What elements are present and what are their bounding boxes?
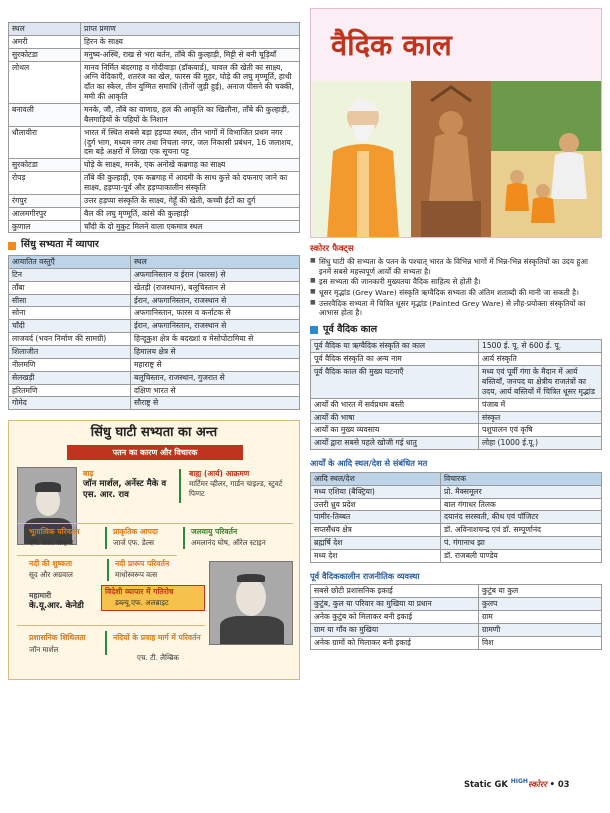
geo-label: भूतात्विक परिवर्तन: [29, 527, 80, 537]
table-row: [9, 220, 300, 233]
table-cell: रंगपुर: [9, 194, 81, 207]
table-cell: घोड़े के साक्ष्य, मनके, एक अनोखे कब्रगाह का साक्ष्य: [81, 159, 300, 172]
table-row: [311, 424, 602, 437]
divider: [105, 527, 107, 549]
table-cell: भारत में स्थित सबसे बड़ा हड़प्पा स्थल, तीन भागों में विभाजित प्रथम नगर (दुर्ग भाग, मध्यम नगर तथा निचला नगर, जल निकासी प्रबंधन, 16 जलाशय, दस बड़े अक्षरों में लिखा एक सूचना पट्ट: [81, 126, 300, 159]
table-row: [9, 333, 300, 346]
table-cell: अमरी: [9, 35, 81, 48]
table-row: [9, 126, 300, 159]
epidemic-label: महामारी: [29, 591, 52, 601]
political-heading: पूर्व वैदिककालीन राजनीतिक व्यवस्था: [310, 570, 420, 581]
column-header: प्राप्त प्रमाण: [81, 23, 300, 36]
table-cell: विश: [479, 636, 602, 649]
river-label: नदियों के प्रवाह मार्ग में परिवर्तन: [113, 633, 201, 643]
table-cell: मध्य एशिया (बैक्ट्रिया): [311, 485, 441, 498]
table-cell: हरितमणि: [9, 384, 131, 397]
table-row: [311, 524, 602, 537]
purva-vedic-table-body: [311, 340, 602, 450]
scorer-facts: [310, 244, 602, 318]
table-cell: हिरन के साक्ष्य: [81, 35, 300, 48]
epidemic-names: के.यू.आर. केनेडी: [29, 601, 84, 612]
footer-text: Static GK: [464, 778, 508, 789]
geo-names: एम. आर. साहनी: [29, 538, 74, 548]
table-row: [9, 358, 300, 371]
table-row: [311, 498, 602, 511]
table-cell: चाँदी: [9, 320, 131, 333]
aryan-label: बाह्य (आर्य) आक्रमण: [189, 469, 250, 479]
table-cell: ताँबे की कुल्हाड़ी, एक कब्रगाह में आदमी के साथ कुत्ते को दफनाए जाने का साक्ष्य, हड़प्पा-पूर्व और हड़प्पाकालीन संस्कृति: [81, 172, 300, 195]
table-cell: बनावली: [9, 104, 81, 127]
table-cell: पूर्व वैदिक काल की मुख्य घटनाएँ: [311, 366, 479, 399]
political-table-body: [311, 585, 602, 649]
table-cell: पशुपालन एवं कृषि: [479, 424, 602, 437]
table-row: [9, 104, 300, 127]
table-row: [311, 598, 602, 611]
table-cell: गोमेद: [9, 397, 131, 410]
left-column: [8, 22, 300, 680]
trade-table: [8, 255, 300, 410]
column-header: आदि स्थल/देश: [311, 472, 441, 485]
trade-heading-text: सिंधु सभ्यता में व्यापार: [21, 239, 99, 251]
sites-table: [8, 22, 300, 233]
origin-heading: आर्यों के आदि स्थल/देश से संबंधित मत: [310, 458, 428, 469]
table-cell: कुलप: [479, 598, 602, 611]
bullet-square-icon: [310, 326, 318, 334]
table-cell: अनेक कुटुंब को मिलाकर बनी इकाई: [311, 611, 479, 624]
table-cell: मनके, जौ, ताँबे का वाणाग्र, हल की आकृति का खिलौना, ताँबे की कुल्हाड़ी, बैलगाड़ियों के पहियों के निशान: [81, 104, 300, 127]
purva-vedic-table: [310, 339, 602, 450]
table-cell: उत्तर हड़प्पा संस्कृति के साक्ष्य, गेहूँ की खेती, कच्ची ईंटों का दुर्ग: [81, 194, 300, 207]
admin-label: प्रशासनिक शिथिलता: [29, 633, 86, 643]
trade-names: डब्ल्यू.एफ. अलब्राइट: [115, 598, 169, 608]
table-cell: उत्तरी ध्रुव प्रदेश: [311, 498, 441, 511]
natural-label: प्राकृतिक आपदा: [113, 527, 158, 537]
sculpture-illustration: [411, 81, 491, 238]
table-cell: कुटुंब, कुल या परिवार का मुखिया या प्रधान: [311, 598, 479, 611]
column-header: आयातित वस्तुएँ: [9, 255, 131, 268]
table-cell: पंजाब में: [479, 398, 602, 411]
table-cell: आर्यों का मुख्य व्यवसाय: [311, 424, 479, 437]
trade-label: विदेशी व्यापार में गतिरोध: [105, 587, 174, 597]
footer-brand: स्कोरर: [527, 778, 547, 789]
dry-label: नदी की शुष्कता: [29, 559, 73, 569]
list-item: ■ इस सभ्यता की जानकारी मुख्यतया वैदिक साहित्य से होती है।: [310, 277, 602, 287]
climate-label: जलवायु परिवर्तन: [191, 527, 238, 537]
table-row: [9, 48, 300, 61]
table-row: [9, 371, 300, 384]
table-row: [9, 35, 300, 48]
poster-subtitle: पतन का कारण और विचारक: [67, 445, 243, 460]
table-row: [9, 320, 300, 333]
divider: [105, 631, 107, 655]
table-cell: संस्कृत: [479, 411, 602, 424]
table-cell: ताँबा: [9, 281, 131, 294]
table-cell: हिमालय क्षेत्र से: [131, 345, 300, 358]
table-row: [311, 611, 602, 624]
table-row: [311, 537, 602, 550]
column-header: स्थल: [131, 255, 300, 268]
divider: [17, 625, 205, 626]
table-cell: शिलाजीत: [9, 345, 131, 358]
table-cell: पूर्व वैदिक या ऋग्वैदिक संस्कृति का काल: [311, 340, 479, 353]
table-cell: ग्रामणी: [479, 624, 602, 637]
divider: [107, 559, 109, 581]
table-cell: बाल गंगाधर तिलक: [441, 498, 602, 511]
divider: [179, 469, 181, 503]
table-row: [311, 511, 602, 524]
table-cell: चाँदी के दो मुकुट मिलने वाला एकमात्र स्थल: [81, 220, 300, 233]
trade-heading: [8, 239, 300, 251]
table-cell: महाराष्ट्र से: [131, 358, 300, 371]
flood-label: बाढ़: [83, 469, 94, 479]
table-cell: सुरकोटडा: [9, 48, 81, 61]
table-cell: डॉ. राजबली पाण्डेय: [441, 549, 602, 562]
page-footer: [464, 778, 570, 790]
table-row: [9, 159, 300, 172]
table-row: [311, 549, 602, 562]
portrait-head: [236, 578, 266, 616]
table-row: [9, 397, 300, 410]
table-cell: सोना: [9, 307, 131, 320]
sage-illustration: [311, 81, 411, 238]
table-cell: ईरान, अफगानिस्तान, राजस्थान से: [131, 320, 300, 333]
table-cell: अफगानिस्तान, फारस व कर्नाटक से: [131, 307, 300, 320]
table-row: [311, 398, 602, 411]
table-row: [311, 636, 602, 649]
table-row: [311, 340, 602, 353]
table-cell: सौराष्ट्र से: [131, 397, 300, 410]
table-row: [9, 294, 300, 307]
trade-table-body: [9, 268, 300, 409]
table-cell: 1500 ई. पू. से 600 ई. पू.: [479, 340, 602, 353]
vedic-title-box: [310, 8, 602, 238]
natural-names: जार्ज एफ. डेल्स: [113, 538, 154, 548]
table-row: [9, 281, 300, 294]
table-row: [9, 172, 300, 195]
table-cell: लोथल: [9, 61, 81, 103]
table-row: [311, 411, 602, 424]
aryan-names: मार्टिमर व्हीलर, गार्डन चाइल्ड, स्टुवर्ट पिग्गट: [189, 479, 283, 498]
table-cell: ग्राम: [479, 611, 602, 624]
portrait-hair: [237, 574, 265, 582]
table-cell: नीलमणि: [9, 358, 131, 371]
table-row: [311, 585, 602, 598]
table-row: [311, 485, 602, 498]
flow-label: नदी प्रारूप परिवर्तन: [115, 559, 170, 569]
table-cell: कुटुंब या कुल: [479, 585, 602, 598]
dry-names: सूद और अग्रवाल: [29, 570, 73, 580]
table-cell: टिन: [9, 268, 131, 281]
table-cell: आर्यों द्वारा सबसे पहले खोजी गई धातु: [311, 437, 479, 450]
table-cell: ईरान, अफगानिस्तान, राजस्थान से: [131, 294, 300, 307]
table-cell: रोपड़: [9, 172, 81, 195]
table-cell: प्रो. मैक्समूलर: [441, 485, 602, 498]
page-number: • 03: [549, 778, 570, 789]
divider: [17, 555, 177, 556]
table-cell: आर्यों की भारत में सर्वप्रथम बस्ती: [311, 398, 479, 411]
purva-vedic-heading-text: पूर्व वैदिक काल: [323, 323, 378, 335]
table-cell: सेलखड़ी: [9, 371, 131, 384]
political-table: [310, 584, 602, 649]
origin-table: [310, 472, 602, 563]
decline-poster: [8, 420, 300, 680]
table-cell: मानव निर्मित बंदरगाह व गोदीवाड़ा (डॉकयार्ड), चावल की खेती का साक्ष्य, अग्नि वेदिकाएँ, शतरंज का खेल, फारस की मुहर, घोड़े की लघु मृण्मूर्ति, हाथी दाँत का स्केल, तीन युग्मित समाधि (तीनों जुड़ी हुई), अनाज पीसने की चक्की, ममी की आकृति: [81, 61, 300, 103]
table-cell: लोहा (1000 ई.पू.): [479, 437, 602, 450]
table-cell: लाजवर्द (भवन निर्माण की सामग्री): [9, 333, 131, 346]
table-cell: अफगानिस्तान व ईरान (फारस) से: [131, 268, 300, 281]
table-cell: हिन्दूकुश क्षेत्र के बदख्शां व मेसोपोटामिया से: [131, 333, 300, 346]
table-cell: ब्रह्मर्षि देश: [311, 537, 441, 550]
table-cell: अनेक ग्रामों को मिलाकर बनी इकाई: [311, 636, 479, 649]
list-item: ■ उत्तरवैदिक सभ्यता में चित्रित धूसर मृद्भांड (Painted Grey Ware) से लौह-प्रयोक्ता संस्कृतियों का आभास होता है।: [310, 299, 602, 318]
divider: [183, 527, 185, 549]
facts-heading: स्कोरर फैक्ट्स: [310, 244, 354, 254]
table-cell: डॉ. अविनाशचन्द्र एवं डॉ. सम्पूर्णानंद: [441, 524, 602, 537]
portrait-suit: [220, 616, 284, 645]
sites-table-body: [9, 35, 300, 233]
table-row: [9, 207, 300, 220]
admin-names: जॉन मार्शल: [29, 645, 59, 655]
table-header-row: [9, 255, 300, 268]
table-row: [311, 366, 602, 399]
gurukul-illustration: [491, 81, 602, 238]
purva-vedic-heading: [310, 324, 602, 336]
table-cell: पूर्व वैदिक संस्कृति का अन्य नाम: [311, 353, 479, 366]
page-title: वैदिक काल: [331, 28, 452, 62]
table-row: [9, 384, 300, 397]
table-row: [9, 307, 300, 320]
facts-list: [310, 257, 602, 318]
origin-table-body: [311, 485, 602, 562]
column-header: विचारक: [441, 472, 602, 485]
table-cell: दयानंद सरस्वती, कीथ एवं पॉजिटर: [441, 511, 602, 524]
table-cell: खेतड़ी (राजस्थान), बलूचिस्तान से: [131, 281, 300, 294]
divider: [17, 523, 293, 524]
table-cell: मध्य देश: [311, 549, 441, 562]
table-cell: कुणाल: [9, 220, 81, 233]
table-cell: आर्यों की भाषा: [311, 411, 479, 424]
table-cell: मनुष्य-अस्थि, राख से भरा बर्तन, ताँबे की कुल्हाड़ी, मिट्टी से बनी चूड़ियाँ: [81, 48, 300, 61]
right-column: [310, 8, 602, 650]
portrait-hair: [35, 482, 61, 492]
river-names: एच. टी. लैम्ब्रिक: [137, 653, 179, 663]
table-row: [9, 345, 300, 358]
table-cell: मध्य एवं पूर्वी गंगा के मैदान में आर्य बस्तियाँ, जनपद या क्षेत्रीय राजतंत्रों का उदय, आर्य बस्तियों में चित्रित धूसर मृद्भांड: [479, 366, 602, 399]
table-cell: पामीर-तिब्बत: [311, 511, 441, 524]
climate-names: अमलानंद घोष, ऑरेल स्टाइन: [191, 538, 266, 548]
table-row: [9, 194, 300, 207]
table-row: [311, 624, 602, 637]
table-cell: दक्षिण भारत से: [131, 384, 300, 397]
table-cell: सप्तसैंधव क्षेत्र: [311, 524, 441, 537]
list-item: ■ धूसर मृद्भांड (Grey Ware) संस्कृति ऋग्वैदिक सभ्यता की अंतिम शताब्दी की मानी जा सकती है।: [310, 288, 602, 298]
table-row: [311, 437, 602, 450]
table-cell: आर्य संस्कृति: [479, 353, 602, 366]
table-cell: बैल की लघु मृण्मूर्ति, कांसे की कुल्हाड़ी: [81, 207, 300, 220]
table-cell: सुरकोटडा: [9, 159, 81, 172]
table-cell: बलूचिस्तान, राजस्थान, गुजरात से: [131, 371, 300, 384]
table-cell: सीसा: [9, 294, 131, 307]
table-header-row: [9, 23, 300, 36]
portrait-photo: [209, 561, 293, 645]
table-cell: धौलावीरा: [9, 126, 81, 159]
table-cell: पं. गंगानाथ झा: [441, 537, 602, 550]
footer-brand-hi: HIGH: [510, 778, 528, 785]
table-row: [311, 353, 602, 366]
table-cell: सबसे छोटी प्रशासनिक इकाई: [311, 585, 479, 598]
bullet-square-icon: [8, 242, 16, 250]
table-cell: ग्राम या गाँव का मुखिया: [311, 624, 479, 637]
table-cell: आलमगीरपुर: [9, 207, 81, 220]
table-row: [9, 61, 300, 103]
poster-title: सिंधु घाटी सभ्यता का अन्त: [90, 425, 218, 441]
table-header-row: [311, 472, 602, 485]
flood-names: जॉन मार्शल, अर्नेस्ट मैके व एस. आर. राव: [83, 479, 167, 501]
column-header: स्थल: [9, 23, 81, 36]
list-item: ■ सिंधु घाटी की सभ्यता के पतन के पश्चात् भारत के विभिन्न भागों में भिन्न-भिन्न संस्कृतियों का उदय हुआ इनमें सबसे महत्त्वपूर्ण आर्यों की सभ्यता है।: [310, 257, 602, 276]
flow-names: माधोस्वरूप वत्स: [115, 570, 158, 580]
table-row: [9, 268, 300, 281]
